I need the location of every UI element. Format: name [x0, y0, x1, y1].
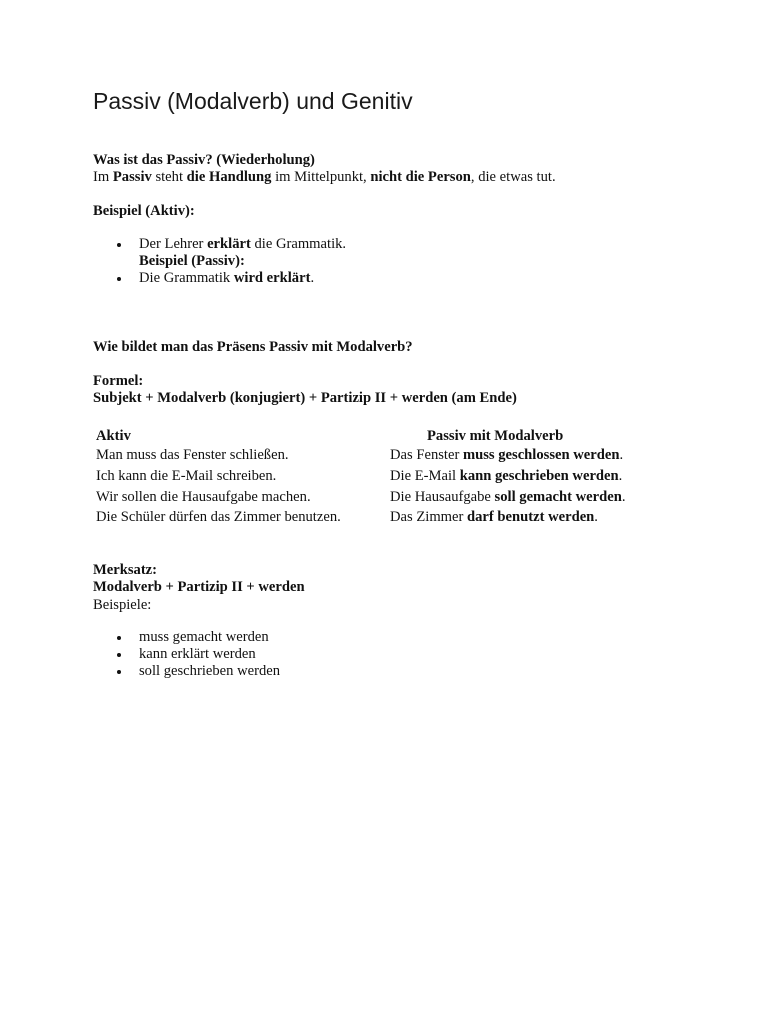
section-heading-how-to-form: Wie bildet man das Präsens Passiv mit Modalverb?	[93, 339, 413, 355]
section-heading-what-is-passive: Was ist das Passiv? (Wiederholung)	[93, 152, 315, 168]
list-item: Die Grammatik wird erklärt.	[93, 270, 346, 287]
example-list	[93, 236, 346, 287]
list-item: kann erklärt werden	[93, 646, 280, 663]
table-cell-aktiv: Ich kann die E-Mail schreiben.	[96, 468, 277, 484]
table-cell-passiv: Das Fenster muss geschlossen werden.	[390, 447, 624, 463]
table-header-passiv: Passiv mit Modalverb	[427, 428, 564, 444]
example-passive-heading: Beispiel (Passiv):	[139, 253, 245, 269]
merksatz-rule: Modalverb + Partizip II + werden	[93, 579, 305, 595]
table-cell-passiv: Das Zimmer darf benutzt werden.	[390, 509, 598, 525]
merksatz-examples-list	[93, 629, 280, 680]
merksatz-label: Merksatz:	[93, 562, 158, 578]
table-cell-passiv: Die Hausaufgabe soll gemacht werden.	[390, 489, 626, 505]
example-active-heading: Beispiel (Aktiv):	[93, 203, 195, 219]
formula: Subjekt + Modalverb (konjugiert) + Partizip II + werden (am Ende)	[93, 390, 517, 406]
formula-label: Formel:	[93, 373, 144, 389]
table-header-aktiv: Aktiv	[96, 428, 131, 444]
page-title: Passiv (Modalverb) und Genitiv	[93, 88, 413, 114]
table-cell-aktiv: Die Schüler dürfen das Zimmer benutzen.	[96, 509, 341, 525]
list-item: soll geschrieben werden	[93, 663, 280, 680]
passive-definition: Im Passiv steht die Handlung im Mittelpunkt, nicht die Person, die etwas tut.	[93, 169, 556, 185]
examples-label: Beispiele:	[93, 597, 152, 613]
list-item: Der Lehrer erklärt die Grammatik.	[93, 236, 346, 253]
list-item: muss gemacht werden	[93, 629, 280, 646]
table-cell-aktiv: Wir sollen die Hausaufgabe machen.	[96, 489, 311, 505]
table-cell-passiv: Die E-Mail kann geschrieben werden.	[390, 468, 623, 484]
table-cell-aktiv: Man muss das Fenster schließen.	[96, 447, 289, 463]
